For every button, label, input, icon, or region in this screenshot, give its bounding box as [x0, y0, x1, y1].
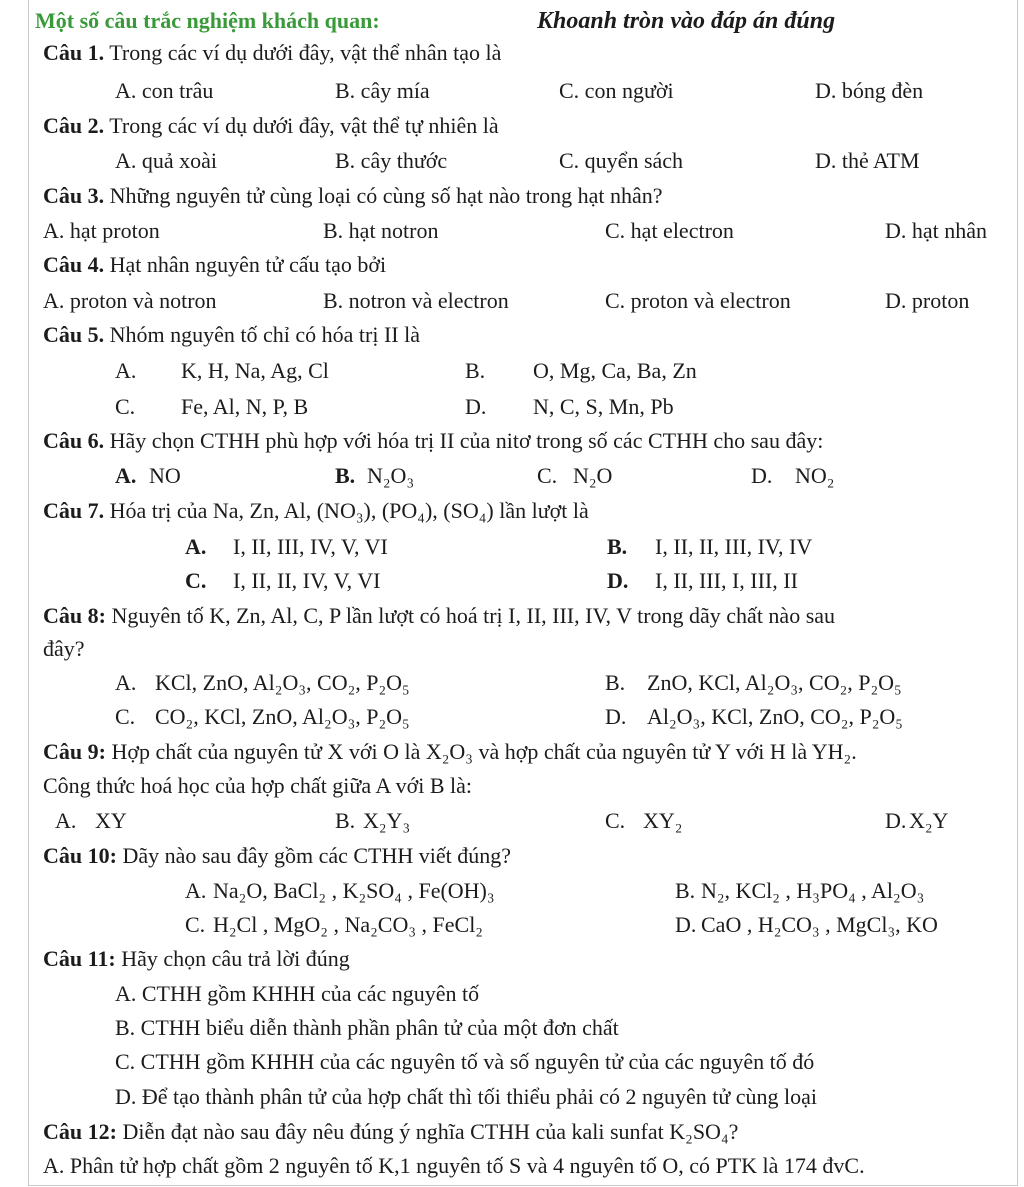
- q7-option-b-text[interactable]: I, II, II, III, IV, IV: [655, 534, 813, 559]
- question-label: Câu 2: [43, 113, 99, 138]
- q4-option-d[interactable]: D. proton: [885, 288, 970, 313]
- question-label: Câu 7: [43, 498, 99, 523]
- q11-option-a[interactable]: A. CTHH gồm KHHH của các nguyên tố: [115, 981, 480, 1006]
- question-label: Câu 3: [43, 183, 99, 208]
- q4-option-c[interactable]: C. proton và electron: [605, 288, 791, 313]
- question-text: Hợp chất của nguyên tử X với O là X₂O₃ và hợp chất của nguyên tử Y với H là YH₂.: [105, 739, 857, 764]
- q7-option-d-text[interactable]: I, II, III, I, III, II: [655, 568, 798, 593]
- q6-option-d-letter[interactable]: D.: [751, 463, 773, 488]
- q7-option-a-text[interactable]: I, II, III, IV, V, VI: [233, 534, 388, 559]
- q10-option-a-text[interactable]: Na₂O, BaCl₂ , K₂SO₄ , Fe(OH)₃: [213, 878, 495, 903]
- q3-option-b[interactable]: B. hạt notron: [323, 218, 439, 243]
- q8-option-a-text[interactable]: KCl, ZnO, Al₂O₃, CO₂, P₂O₅: [155, 670, 410, 695]
- q2-option-c[interactable]: C. quyển sách: [559, 148, 684, 173]
- question-text: Trong các ví dụ dưới đây, vật thể tự nhiên là: [104, 113, 499, 138]
- q5-option-a-letter[interactable]: A.: [115, 358, 137, 383]
- q5-option-d-letter[interactable]: D.: [465, 394, 487, 419]
- question-text: Nhóm nguyên tố chỉ có hóa trị II là: [104, 322, 420, 347]
- q1-option-d[interactable]: D. bóng đèn: [815, 78, 924, 103]
- q10-option-c-letter[interactable]: C.: [185, 912, 206, 937]
- question-12: Câu 12: Diễn đạt nào sau đây nêu đúng ý nghĩa CTHH của kali sunfat K₂SO₄?: [43, 1119, 739, 1144]
- question-text: Hạt nhân nguyên tử cấu tạo bởi: [104, 252, 387, 277]
- q6-option-d-text[interactable]: NO₂: [795, 463, 835, 488]
- q5-option-d-text[interactable]: N, C, S, Mn, Pb: [533, 394, 674, 419]
- q12-option-a[interactable]: A. Phân tử hợp chất gồm 2 nguyên tố K,1 nguyên tố S và 4 nguyên tố O, có PTK là 174 đvC.: [43, 1153, 865, 1178]
- q8-option-d-text[interactable]: Al₂O₃, KCl, ZnO, CO₂, P₂O₅: [647, 704, 903, 729]
- q8-option-c-letter[interactable]: C.: [115, 704, 136, 729]
- question-text: Nguyên tố K, Zn, Al, C, P lần lượt có hoá trị I, II, III, IV, V trong dãy chất nào sau: [105, 603, 836, 628]
- question-text: Hóa trị của Na, Zn, Al, (NO₃), (PO₄), (SO₄) lần lượt là: [104, 498, 589, 523]
- q3-option-d[interactable]: D. hạt nhân: [885, 218, 988, 243]
- q7-option-c-letter[interactable]: C.: [185, 568, 207, 593]
- question-1: Câu 1. Trong các ví dụ dưới đây, vật thể nhân tạo là: [43, 40, 502, 65]
- q9-option-b-letter[interactable]: B.: [335, 808, 356, 833]
- q11-option-d[interactable]: D. Để tạo thành phân tử của hợp chất thì tối thiểu phải có 2 nguyên tử cùng loại: [115, 1084, 818, 1109]
- q9-option-c-text[interactable]: XY₂: [643, 808, 683, 833]
- question-label: Câu 1: [43, 40, 99, 65]
- question-text: Dãy nào sau đây gồm các CTHH viết đúng?: [116, 843, 512, 868]
- question-text: Trong các ví dụ dưới đây, vật thể nhân tạo là: [104, 40, 502, 65]
- q2-option-b[interactable]: B. cây thước: [335, 148, 448, 173]
- q7-option-a-letter[interactable]: A.: [185, 534, 207, 559]
- question-label: Câu 11: [43, 946, 109, 971]
- q11-option-c[interactable]: C. CTHH gồm KHHH của các nguyên tố và số nguyên tử của các nguyên tố đó: [115, 1049, 815, 1074]
- q2-option-a[interactable]: A. quả xoài: [115, 148, 218, 173]
- question-text: Những nguyên tử cùng loại có cùng số hạt nào trong hạt nhân?: [104, 183, 663, 208]
- q1-option-a[interactable]: A. con trâu: [115, 78, 214, 103]
- q9-option-a-letter[interactable]: A.: [55, 808, 77, 833]
- q6-option-b-text[interactable]: N₂O₃: [367, 463, 415, 488]
- q9-option-a-text[interactable]: XY: [95, 808, 127, 833]
- q10-option-b-text[interactable]: N₂, KCl₂ , H₃PO₄ , Al₂O₃: [701, 878, 925, 903]
- question-3: Câu 3. Những nguyên tử cùng loại có cùng số hạt nào trong hạt nhân?: [43, 183, 663, 208]
- q7-option-c-text[interactable]: I, II, II, IV, V, VI: [233, 568, 381, 593]
- question-label: Câu 12: [43, 1119, 110, 1144]
- q8-option-b-text[interactable]: ZnO, KCl, Al₂O₃, CO₂, P₂O₅: [647, 670, 902, 695]
- q10-option-d-letter[interactable]: D.: [675, 912, 697, 937]
- q9-option-d-letter[interactable]: D.: [885, 808, 907, 833]
- question-label: Câu 9: [43, 739, 99, 764]
- question-2: Câu 2. Trong các ví dụ dưới đây, vật thể tự nhiên là: [43, 113, 499, 138]
- question-label: Câu 4: [43, 252, 99, 277]
- q1-option-c[interactable]: C. con người: [559, 78, 674, 103]
- question-label: Câu 6: [43, 428, 99, 453]
- question-10: Câu 10: Dãy nào sau đây gồm các CTHH viết đúng?: [43, 843, 512, 868]
- q8-option-b-letter[interactable]: B.: [605, 670, 626, 695]
- q5-option-b-text[interactable]: O, Mg, Ca, Ba, Zn: [533, 358, 697, 383]
- q9-option-b-text[interactable]: X₂Y₃: [363, 808, 411, 833]
- question-4: Câu 4. Hạt nhân nguyên tử cấu tạo bởi: [43, 252, 387, 277]
- q9-option-c-letter[interactable]: C.: [605, 808, 626, 833]
- q5-option-c-text[interactable]: Fe, Al, N, P, B: [181, 394, 309, 419]
- question-9: Câu 9: Hợp chất của nguyên tử X với O là X₂O₃ và hợp chất của nguyên tử Y với H là YH₂.: [43, 739, 857, 764]
- q6-option-c-letter[interactable]: C.: [537, 463, 558, 488]
- q7-option-b-letter[interactable]: B.: [607, 534, 628, 559]
- question-6: Câu 6. Hãy chọn CTHH phù hợp với hóa trị II của nitơ trong số các CTHH cho sau đây:: [43, 428, 824, 453]
- q9-option-d-text[interactable]: X₂Y: [909, 808, 949, 833]
- question-text: Diễn đạt nào sau đây nêu đúng ý nghĩa CTHH của kali sunfat K₂SO₄?: [116, 1119, 739, 1144]
- question-7: Câu 7. Hóa trị của Na, Zn, Al, (NO₃), (PO₄), (SO₄) lần lượt là: [43, 498, 589, 523]
- q5-option-c-letter[interactable]: C.: [115, 394, 136, 419]
- q10-option-b-letter[interactable]: B.: [675, 878, 696, 903]
- question-label: Câu 5: [43, 322, 99, 347]
- worksheet-title: Một số câu trắc nghiệm khách quan:: [35, 8, 380, 33]
- question-8-continuation: đây?: [43, 636, 85, 661]
- instruction-text: Khoanh tròn vào đáp án đúng: [537, 8, 836, 34]
- q8-option-d-letter[interactable]: D.: [605, 704, 627, 729]
- question-text: Hãy chọn câu trả lời đúng: [115, 946, 350, 971]
- q4-option-b[interactable]: B. notron và electron: [323, 288, 509, 313]
- q6-option-b-letter[interactable]: B.: [335, 463, 356, 488]
- q2-option-d[interactable]: D. thẻ ATM: [815, 148, 920, 173]
- worksheet-page: [28, 0, 1018, 1186]
- question-8: Câu 8: Nguyên tố K, Zn, Al, C, P lần lượt có hoá trị I, II, III, IV, V trong dãy chất nào sau: [43, 603, 836, 628]
- q8-option-c-text[interactable]: CO₂, KCl, ZnO, Al₂O₃, P₂O₅: [155, 704, 410, 729]
- question-text: Hãy chọn CTHH phù hợp với hóa trị II của nitơ trong số các CTHH cho sau đây:: [104, 428, 824, 453]
- q6-option-a-letter[interactable]: A.: [115, 463, 137, 488]
- question-label: Câu 10: [43, 843, 110, 868]
- question-11: Câu 11: Hãy chọn câu trả lời đúng: [43, 946, 350, 971]
- q5-option-b-letter[interactable]: B.: [465, 358, 486, 383]
- q10-option-a-letter[interactable]: A.: [185, 878, 207, 903]
- q3-option-a[interactable]: A. hạt proton: [43, 218, 160, 243]
- question-label: Câu 8: [43, 603, 99, 628]
- q11-option-b[interactable]: B. CTHH biểu diễn thành phần phân tử của một đơn chất: [115, 1015, 619, 1040]
- q6-option-c-text[interactable]: N₂O: [573, 463, 613, 488]
- question-5: Câu 5. Nhóm nguyên tố chỉ có hóa trị II là: [43, 322, 420, 347]
- q10-option-c-text[interactable]: H₂Cl , MgO₂ , Na₂CO₃ , FeCl₂: [213, 912, 483, 937]
- q5-option-a-text[interactable]: K, H, Na, Ag, Cl: [181, 358, 329, 383]
- question-9-continuation: Công thức hoá học của hợp chất giữa A với B là:: [43, 773, 472, 798]
- q6-option-a-text[interactable]: NO: [149, 463, 181, 488]
- q3-option-c[interactable]: C. hạt electron: [605, 218, 734, 243]
- q10-option-d-text[interactable]: CaO , H₂CO₃ , MgCl₃, KO: [701, 912, 938, 937]
- q1-option-b[interactable]: B. cây mía: [335, 78, 430, 103]
- q4-option-a[interactable]: A. proton và notron: [43, 288, 217, 313]
- q7-option-d-letter[interactable]: D.: [607, 568, 629, 593]
- q8-option-a-letter[interactable]: A.: [115, 670, 137, 695]
